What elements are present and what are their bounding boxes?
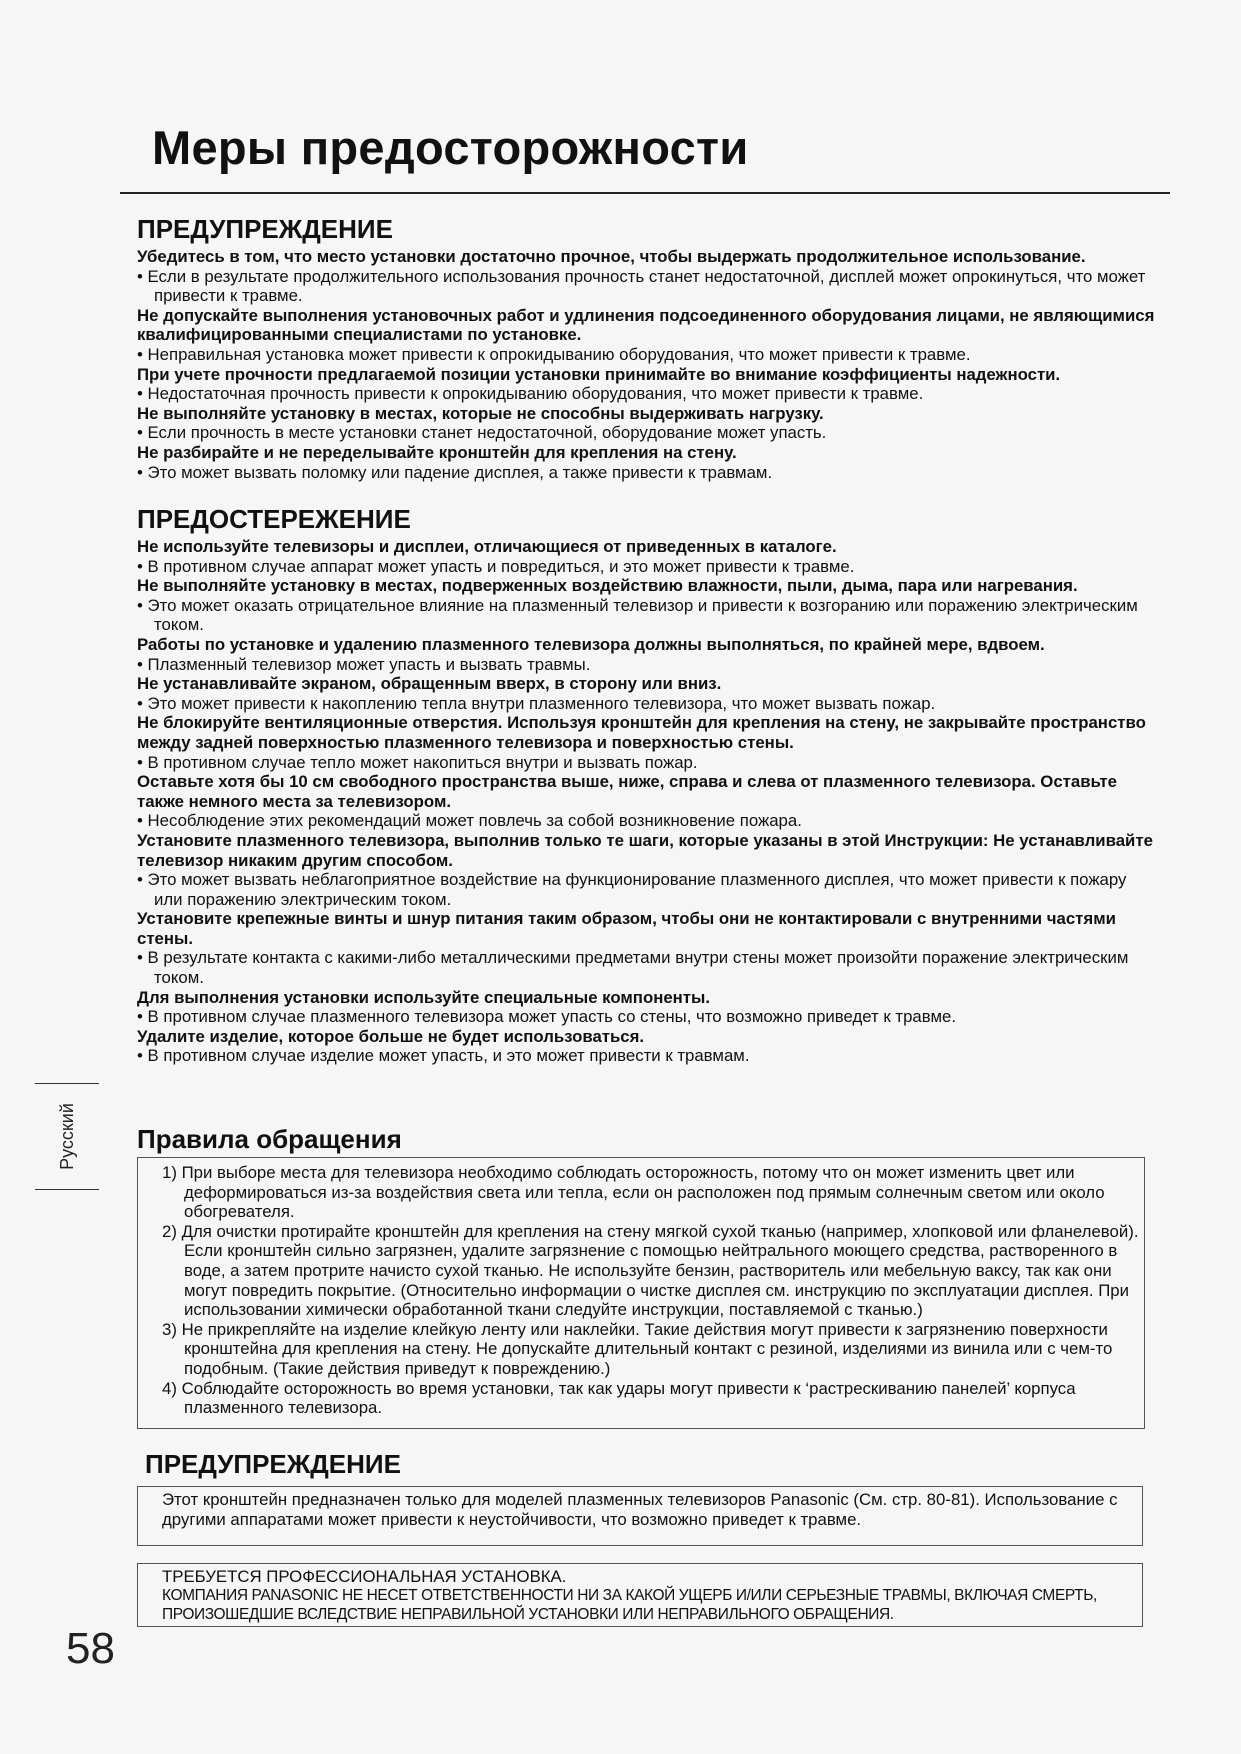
warning2-text: Этот кронштейн предназначен только для моделей плазменных телевизоров Panasonic (См. стр. 80-81). Использование с другими аппаратами может привести к неустойчивости, что возможно приведет к травме. bbox=[162, 1490, 1118, 1529]
item-bullet: • Несоблюдение этих рекомендаций может повлечь за собой возникновение пожара. bbox=[137, 811, 802, 831]
item-heading: При учете прочности предлагаемой позиции установки принимайте во внимание коэффициенты надежности. bbox=[137, 364, 1061, 384]
item-bullet: • Недостаточная прочность привести к опрокидыванию оборудования, что может привести к травме. bbox=[137, 384, 924, 404]
warning-item bbox=[137, 404, 1157, 443]
title-divider bbox=[120, 192, 1170, 194]
warning-heading: ПРЕДУПРЕЖДЕНИЕ bbox=[137, 214, 393, 244]
caution-item bbox=[137, 713, 1157, 772]
warning-item bbox=[137, 443, 1157, 482]
item-bullet: • Это может привести к накоплению тепла внутри плазменного телевизора, что может вызвать пожар. bbox=[137, 693, 936, 713]
warning-item bbox=[137, 306, 1157, 365]
item-heading: Не выполняйте установку в местах, которые не способны выдерживать нагрузку. bbox=[137, 403, 824, 423]
item-heading: Не блокируйте вентиляционные отверстия. Используя кронштейн для крепления на стену, не закрывайте пространство между задней поверхностью плазменного телевизора и поверхностью стены. bbox=[137, 713, 1146, 752]
caution-section bbox=[137, 503, 1157, 1066]
item-bullet: • Это может вызвать неблагоприятное воздействие на функционирование плазменного дисплея, что может привести к пожару или поражению электрическим током. bbox=[137, 870, 1127, 909]
item-heading: Установите крепежные винты и шнур питания таким образом, чтобы они не контактировали с внутренними частями стены. bbox=[137, 909, 1116, 948]
page-number: 58 bbox=[66, 1624, 115, 1673]
item-bullet: • Если прочность в месте установки станет недостаточной, оборудование может упасть. bbox=[137, 423, 827, 443]
handling-heading: Правила обращения bbox=[137, 1124, 402, 1154]
item-heading: Не используйте телевизоры и дисплеи, отличающиеся от приведенных в каталоге. bbox=[137, 537, 837, 556]
warning2-box bbox=[137, 1486, 1143, 1546]
caution-item bbox=[137, 831, 1157, 909]
caution-item bbox=[137, 635, 1157, 674]
caution-item bbox=[137, 537, 1157, 576]
item-heading: Работы по установке и удалению плазменного телевизора должны выполняться, по крайней мере, вдвоем. bbox=[137, 634, 1045, 654]
caution-item bbox=[137, 772, 1157, 831]
caution-item bbox=[137, 988, 1157, 1027]
item-heading: Установите плазменного телевизора, выполнив только те шаги, которые указаны в этой Инструкции: Не устанавливайте телевизор никаким другим способом. bbox=[137, 830, 1153, 870]
warning-section bbox=[137, 213, 1157, 482]
handling-box bbox=[137, 1157, 1145, 1429]
item-bullet: • В противном случае аппарат может упасть и повредиться, и это может привести к травме. bbox=[137, 556, 855, 576]
item-heading: Не устанавливайте экраном, обращенным вверх, в сторону или вниз. bbox=[137, 674, 722, 694]
handling-item: 3) Не прикрепляйте на изделие клейкую ленту или наклейки. Такие действия могут привести к загрязнению поверхности кронштейна для крепления на стену. Не допускайте длительный контакт с резиной, изделиями из винила или с чем-то подобным. (Такие действия приведут к повреждению.) bbox=[162, 1319, 1113, 1378]
item-bullet: • В противном случае плазменного телевизора может упасть со стены, что возможно приведет к травме. bbox=[137, 1007, 957, 1027]
handling-item: 1) При выборе места для телевизора необходимо соблюдать осторожность, потому что он может изменить цвет или деформироваться из-за воздействия света или тепла, если он расположен под прямым солнечным светом или около обогревателя. bbox=[162, 1163, 1105, 1222]
caution-heading: ПРЕДОСТЕРЕЖЕНИЕ bbox=[137, 504, 411, 534]
warning-item bbox=[137, 365, 1157, 404]
item-bullet: • В результате контакта с какими-либо металлическими предметами внутри стены может произойти поражение электрическим током. bbox=[137, 948, 1129, 988]
install-notice-title: ТРЕБУЕТСЯ ПРОФЕССИОНАЛЬНАЯ УСТАНОВКА. bbox=[162, 1567, 567, 1586]
handling-list bbox=[138, 1158, 1144, 1418]
item-bullet: • Это может оказать отрицательное влияние на плазменный телевизор и привести к возгоранию или поражению электрическим током. bbox=[137, 595, 1138, 635]
caution-item bbox=[137, 576, 1157, 635]
language-label: Русский bbox=[56, 1103, 77, 1170]
install-notice-text: КОМПАНИЯ PANASONIC НЕ НЕСЕТ ОТВЕТСТВЕННОСТИ НИ ЗА КАКОЙ УЩЕРБ И/ИЛИ СЕРЬЕЗНЫЕ ТРАВМЫ, ВКЛЮЧАЯ СМЕРТЬ, ПРОИЗОШЕДШИЕ ВСЛЕДСТВИЕ НЕПРАВИЛЬНОЙ УСТАНОВКИ ИЛИ НЕПРАВИЛЬНОГО ОБРАЩЕНИЯ. bbox=[162, 1587, 1097, 1623]
item-bullet: • Плазменный телевизор может упасть и вызвать травмы. bbox=[137, 654, 591, 674]
language-tab bbox=[35, 1083, 99, 1190]
item-bullet: • В противном случае тепло может накопиться внутри и вызвать пожар. bbox=[137, 752, 698, 772]
item-bullet: • Если в результате продолжительного использования прочность станет недостаточной, дисплей может опрокинуться, что может привести к травме. bbox=[137, 266, 1146, 306]
page-title: Меры предосторожности bbox=[152, 121, 749, 174]
handling-item: 4) Соблюдайте осторожность во время установки, так как удары могут привести к ‘растрескиванию панелей’ корпуса плазменного телевизора. bbox=[162, 1378, 1076, 1418]
item-heading: Убедитесь в том, что место установки достаточно прочное, чтобы выдержать продолжительное использование. bbox=[137, 247, 1086, 266]
item-heading: Оставьте хотя бы 10 см свободного пространства выше, ниже, справа и слева от плазменного телевизора. Оставьте также немного места за телевизором. bbox=[137, 772, 1117, 811]
item-heading: Не выполняйте установку в местах, подверженных воздействию влажности, пыли, дыма, пара или нагревания. bbox=[137, 576, 1078, 596]
item-bullet: • В противном случае изделие может упасть, и это может привести к травмам. bbox=[137, 1046, 750, 1066]
item-bullet: • Неправильная установка может привести к опрокидыванию оборудования, что может привести к травме. bbox=[137, 344, 971, 364]
caution-item bbox=[137, 1027, 1157, 1066]
item-heading: Для выполнения установки используйте специальные компоненты. bbox=[137, 987, 711, 1007]
handling-item: 2) Для очистки протирайте кронштейн для крепления на стену мягкой сухой тканью (например, хлопковой или фланелевой). Если кронштейн сильно загрязнен, удалите загрязнение с помощью нейтрального моющего средства, растворенного в воде, а затем протрите начисто сухой тканью. Не используйте бензин, растворитель или мебельную ваксу, так как они могут повредить покрытие. (Относительно информации о чистке дисплея см. инструкцию по эксплуатации дисплея. При использовании химически обработанной ткани следуйте инструкции, поставляемой с тканью.) bbox=[162, 1221, 1139, 1320]
warning2-heading: ПРЕДУПРЕЖДЕНИЕ bbox=[145, 1449, 401, 1479]
caution-item bbox=[137, 909, 1157, 987]
item-heading: Не разбирайте и не переделывайте кронштейн для крепления на стену. bbox=[137, 442, 737, 462]
item-bullet: • Это может вызвать поломку или падение дисплея, а также привести к травмам. bbox=[137, 462, 773, 482]
warning-item bbox=[137, 247, 1157, 306]
install-notice-box bbox=[137, 1563, 1143, 1627]
caution-item bbox=[137, 674, 1157, 713]
item-heading: Удалите изделие, которое больше не будет использоваться. bbox=[137, 1026, 645, 1046]
item-heading: Не допускайте выполнения установочных работ и удлинения подсоединенного оборудования лицами, не являющимися квалифицированными специалистами по установке. bbox=[137, 305, 1155, 345]
